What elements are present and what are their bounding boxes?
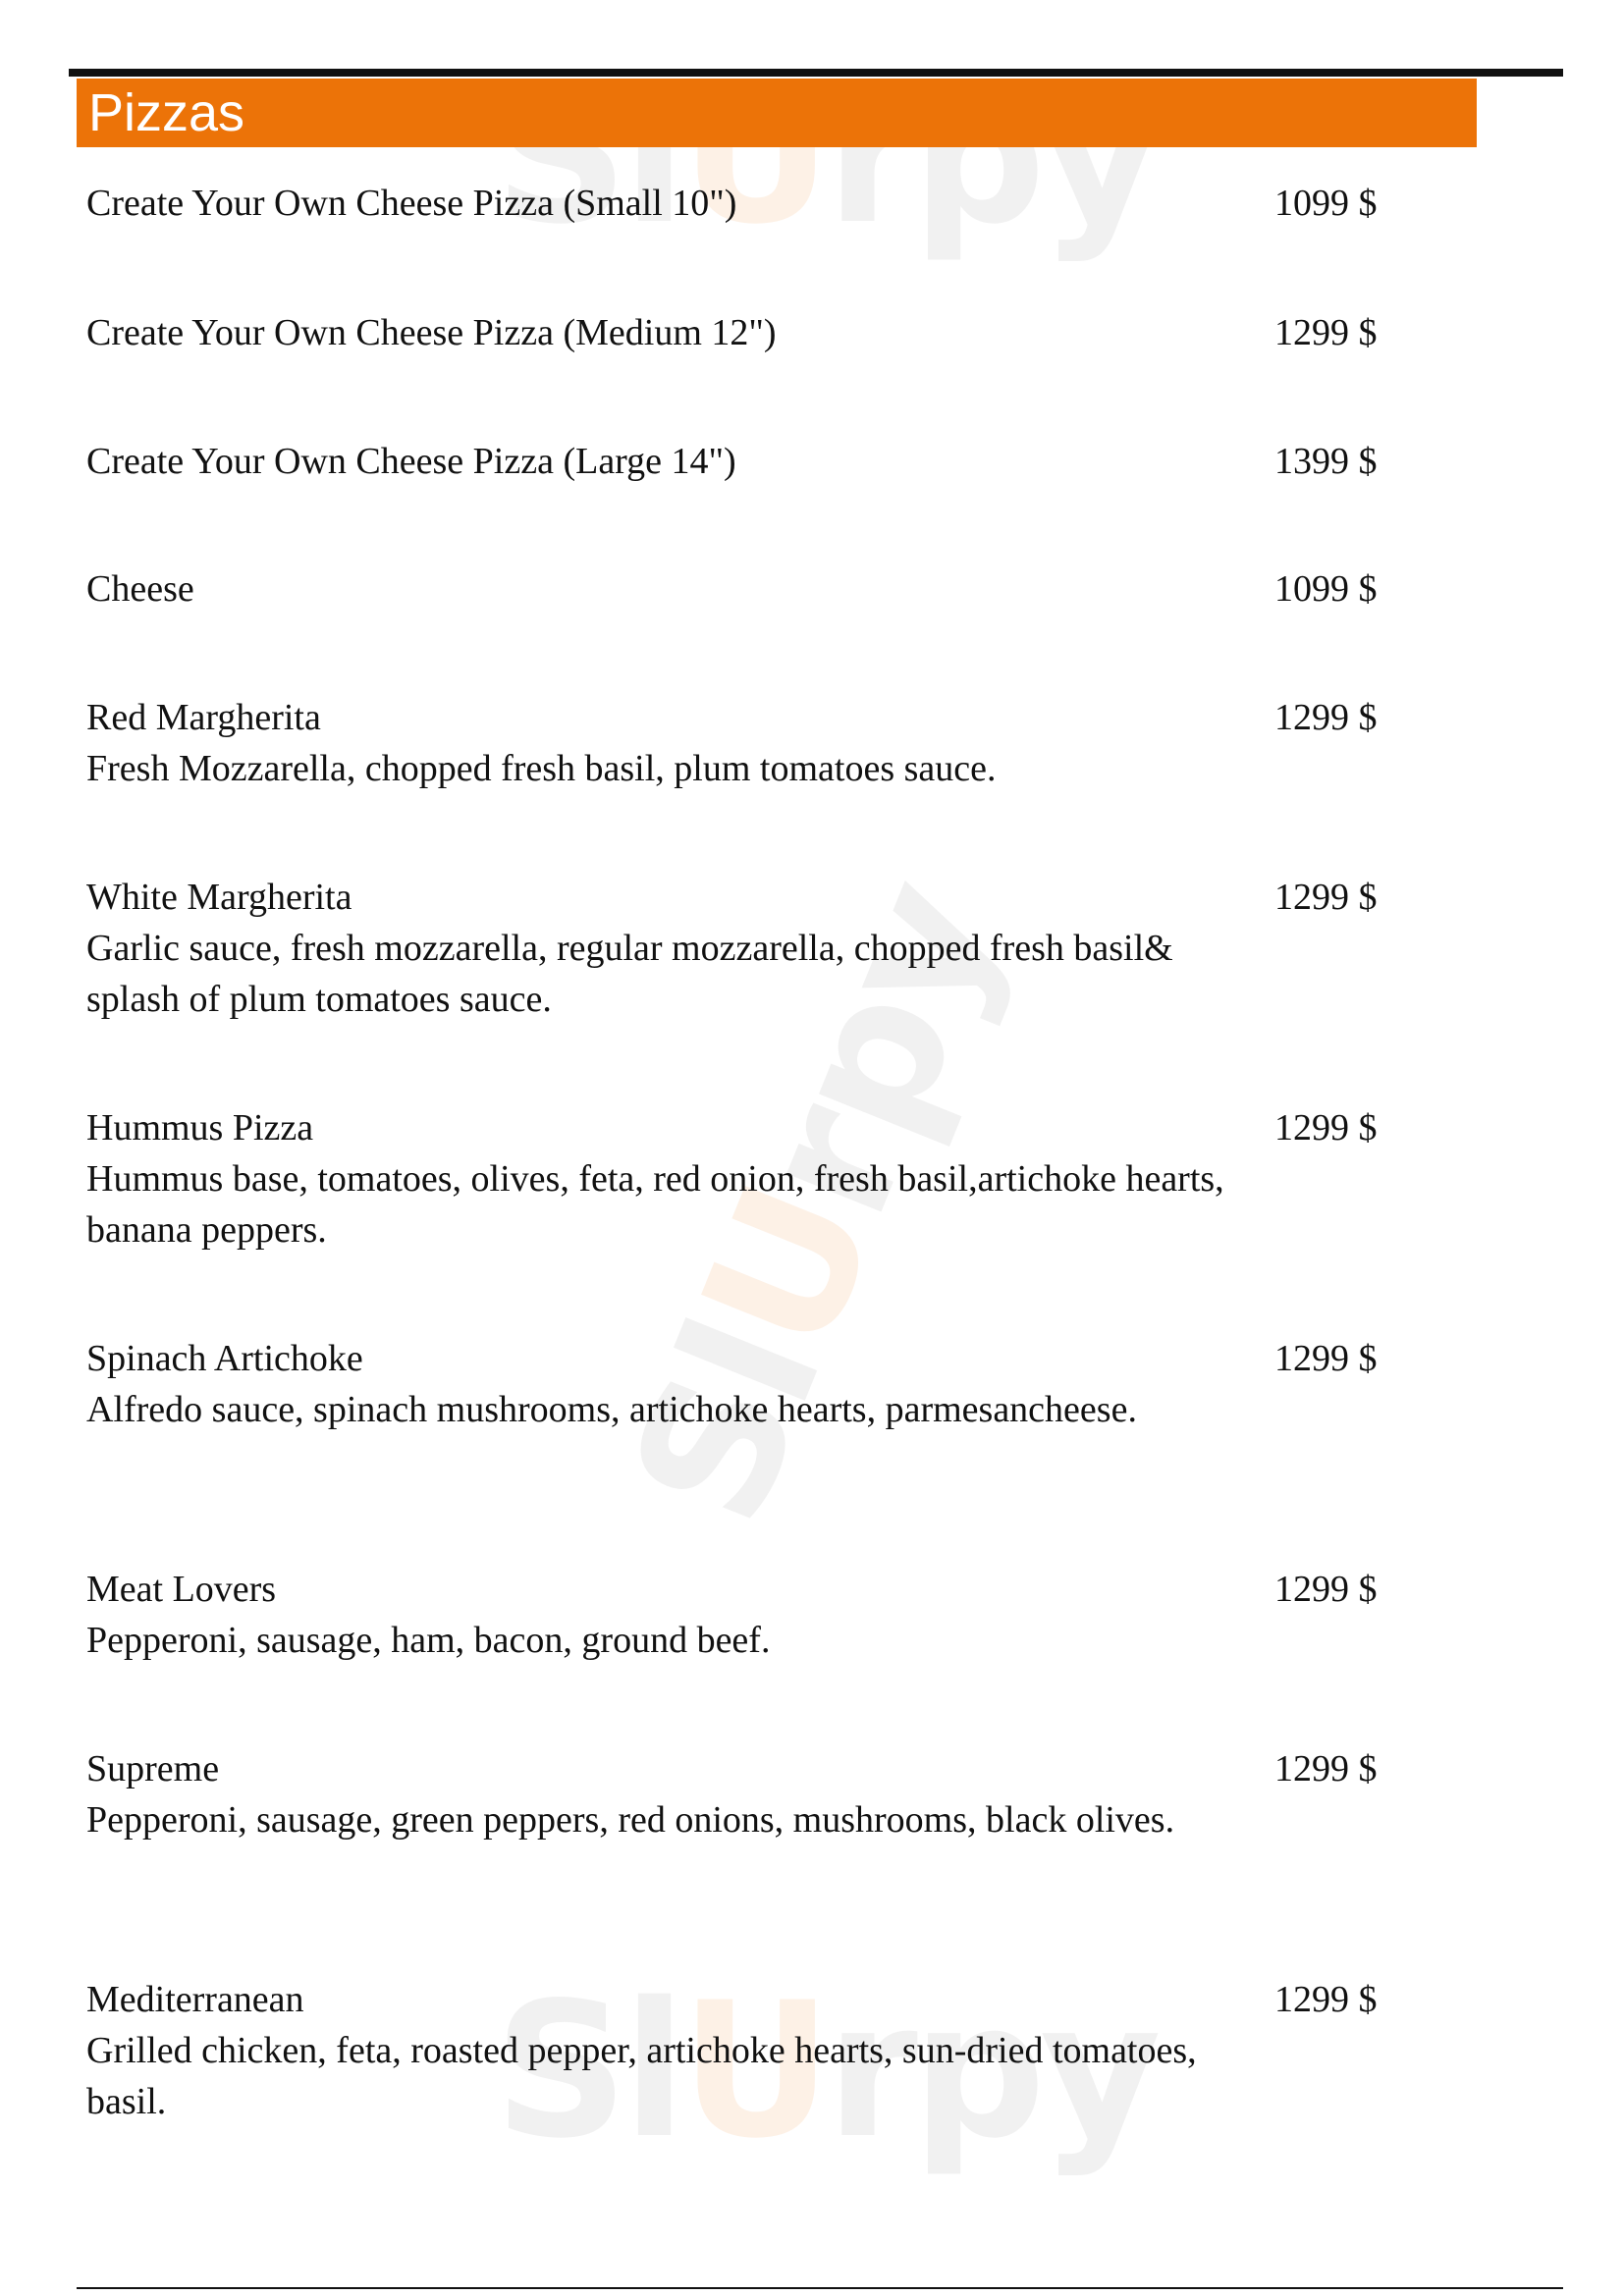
section-title: Pizzas <box>88 83 245 142</box>
item-price: 1299 $ <box>1274 877 1378 918</box>
bottom-divider <box>77 2287 1563 2289</box>
menu-item <box>86 692 1422 794</box>
item-name: Meat Lovers <box>86 1569 277 1610</box>
item-price: 1299 $ <box>1274 697 1378 738</box>
item-description: Pepperoni, sausage, ham, bacon, ground beef. <box>86 1620 771 1661</box>
menu-item <box>86 563 1422 614</box>
menu-item <box>86 436 1422 487</box>
menu-item <box>86 1102 1422 1255</box>
item-description: Grilled chicken, feta, roasted pepper, artichoke hearts, sun-dried tomatoes, basil. <box>86 2030 1197 2122</box>
item-name: Mediterranean <box>86 1979 304 2020</box>
item-name: Create Your Own Cheese Pizza (Large 14") <box>86 441 736 482</box>
item-description: Fresh Mozzarella, chopped fresh basil, plum tomatoes sauce. <box>86 748 997 789</box>
item-price: 1299 $ <box>1274 312 1378 353</box>
menu-item <box>86 1974 1422 2127</box>
item-price: 1299 $ <box>1274 1979 1378 2020</box>
item-name: Create Your Own Cheese Pizza (Medium 12") <box>86 312 777 353</box>
item-name: Spinach Artichoke <box>86 1338 363 1379</box>
item-price: 1299 $ <box>1274 1338 1378 1379</box>
item-name: White Margherita <box>86 877 352 918</box>
item-description: Garlic sauce, fresh mozzarella, regular mozzarella, chopped fresh basil& splash of plum tomatoes sauce. <box>86 928 1173 1020</box>
menu-item <box>86 1333 1422 1435</box>
item-price: 1099 $ <box>1274 568 1378 610</box>
item-name: Create Your Own Cheese Pizza (Small 10") <box>86 183 737 224</box>
item-price: 1399 $ <box>1274 441 1378 482</box>
menu-item <box>86 1564 1422 1666</box>
item-description: Alfredo sauce, spinach mushrooms, artichoke hearts, parmesancheese. <box>86 1389 1137 1430</box>
item-description: Hummus base, tomatoes, olives, feta, red onion, fresh basil,artichoke hearts, banana peppers. <box>86 1158 1224 1251</box>
watermark-logo: SlUrpy <box>494 48 1156 265</box>
watermark-logo: SlUrpy <box>590 856 1040 1551</box>
item-price: 1099 $ <box>1274 183 1378 224</box>
item-price: 1299 $ <box>1274 1569 1378 1610</box>
menu-item <box>86 178 1422 229</box>
item-name: Red Margherita <box>86 697 321 738</box>
item-name: Cheese <box>86 568 194 610</box>
menu-item <box>86 1743 1422 1845</box>
menu-item <box>86 307 1422 358</box>
item-price: 1299 $ <box>1274 1748 1378 1789</box>
item-name: Hummus Pizza <box>86 1107 314 1148</box>
item-price: 1299 $ <box>1274 1107 1378 1148</box>
item-name: Supreme <box>86 1748 220 1789</box>
menu-item <box>86 872 1422 1025</box>
item-description: Pepperoni, sausage, green peppers, red onions, mushrooms, black olives. <box>86 1799 1175 1841</box>
watermark-logo: SlUrpy <box>494 1962 1156 2179</box>
